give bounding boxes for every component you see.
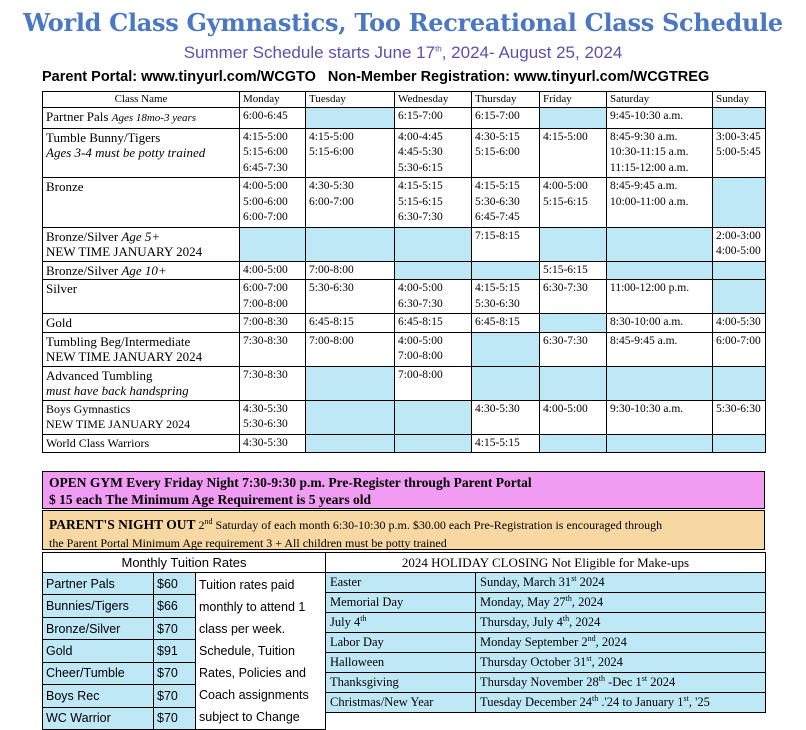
time-slot: 6:30-7:30 [543, 334, 588, 347]
tuition-price: $70 [154, 617, 196, 639]
time-slot-cell [607, 261, 713, 280]
time-slot: 4:00-5:00 [398, 282, 443, 294]
class-name: Boys Gymnastics [46, 401, 131, 416]
time-slot: 4:15-5:00 [543, 130, 588, 143]
time-slot-cell [395, 366, 472, 400]
time-slot: 6:45-8:15 [398, 316, 443, 328]
time-slot: 5:15-6:00 [309, 146, 354, 158]
time-slot: 4:30-5:30 [475, 402, 520, 415]
time-slot-cell [607, 366, 713, 400]
schedule-row [43, 178, 766, 228]
time-slot: 7:15-8:15 [475, 229, 520, 242]
time-slot-cell [240, 128, 306, 178]
time-slot: 4:00-5:00 [243, 263, 288, 276]
time-slot: 5:00-5:45 [716, 146, 761, 158]
column-header: Class Name [43, 92, 240, 108]
time-slot-cell [395, 227, 472, 261]
column-header: Thursday [472, 92, 540, 108]
time-slot-cell [607, 227, 713, 261]
time-slot: 5:15-6:00 [243, 146, 288, 158]
holiday-name: Labor Day [326, 633, 476, 653]
time-slot-cell [607, 108, 713, 129]
tuition-price: $60 [154, 573, 196, 595]
time-slot-cell [713, 314, 766, 333]
time-slot: 6:30-7:30 [398, 297, 443, 310]
schedule-row [43, 128, 766, 178]
schedule-row [43, 280, 766, 314]
holiday-date: Sunday, March 31st 2024 [476, 573, 766, 593]
time-slot-cell [540, 261, 607, 280]
holiday-date: Monday, May 27th, 2024 [476, 593, 766, 613]
time-slot: 4:00-4:45 [398, 130, 443, 143]
schedule-row [43, 332, 766, 366]
time-slot: 7:00-8:00 [309, 334, 354, 347]
time-slot: 5:30-6:30 [475, 297, 520, 310]
holiday-name: Memorial Day [326, 593, 476, 613]
time-slot-cell [540, 227, 607, 261]
class-name-cell [43, 227, 240, 261]
time-slot: 5:00-6:00 [243, 195, 288, 208]
time-slot-cell [306, 261, 395, 280]
time-slot-cell [306, 128, 395, 178]
tuition-note: Tuition rates paid monthly to attend 1 class per week. Schedule, Tuition Rates, Policies and Coach assignments subject to Change [196, 573, 326, 730]
tuition-rates-table [42, 552, 326, 730]
time-slot: 6:30-7:30 [398, 211, 443, 223]
time-slot-cell [540, 178, 607, 228]
tuition-price: $91 [154, 640, 196, 662]
parents-night-out-banner: PARENT'S NIGHT OUT 2nd Saturday of each month 6:30-10:30 p.m. $30.00 each Pre-Registration is encouraged through the Parent Portal Minimum Age requirement 3 + All children must be potty trained [42, 510, 765, 550]
class-name-cell [43, 434, 240, 453]
time-slot: 10:30-11:15 a.m. [610, 146, 689, 158]
class-name-cell [43, 314, 240, 333]
time-slot-cell [306, 332, 395, 366]
time-slot-cell [395, 178, 472, 228]
tuition-class: Gold [43, 640, 154, 662]
time-slot: 2:00-3:00 [716, 229, 761, 242]
time-slot-cell [240, 261, 306, 280]
page-subtitle: Summer Schedule starts June 17th, 2024- August 25, 2024 [183, 43, 623, 62]
open-gym-line1: OPEN GYM Every Friday Night 7:30-9:30 p.m. Pre-Register through Parent Portal [49, 475, 532, 490]
time-slot: 8:45-9:30 a.m. [610, 130, 678, 143]
time-slot-cell [607, 128, 713, 178]
time-slot-cell [395, 434, 472, 453]
parent-portal-link[interactable]: Parent Portal: www.tinyurl.com/WCGTO [42, 69, 316, 85]
time-slot-cell [395, 108, 472, 129]
open-gym-banner [42, 471, 765, 509]
class-name: Tumble Bunny/Tigers [46, 129, 161, 145]
time-slot: 6:15-7:00 [398, 110, 443, 122]
time-slot-cell [306, 227, 395, 261]
time-slot: 6:15-7:00 [475, 110, 520, 122]
time-slot-cell [540, 128, 607, 178]
time-slot-cell [395, 332, 472, 366]
time-slot-cell [395, 261, 472, 280]
time-slot: 4:00-5:00 [543, 402, 588, 415]
time-slot-cell [713, 178, 766, 228]
time-slot: 6:00-6:45 [243, 110, 288, 122]
column-header: Sunday [713, 92, 766, 108]
holiday-date: Tuesday December 24th .'24 to January 1st, '25 [476, 693, 766, 713]
class-name: Bronze/Silver Age 5+ [46, 228, 161, 244]
class-schedule-table [42, 91, 766, 453]
time-slot: 4:45-5:30 [398, 146, 443, 158]
class-name: Bronze [46, 179, 84, 194]
class-name-cell [43, 108, 240, 129]
time-slot-cell [713, 366, 766, 400]
schedule-header-row [43, 92, 766, 108]
time-slot: 4:15-5:15 [475, 282, 520, 294]
time-slot: 7:00-8:00 [309, 263, 354, 276]
holiday-row [326, 593, 766, 613]
time-slot: 5:30-6:30 [309, 282, 354, 294]
time-slot-cell [713, 227, 766, 261]
time-slot: 4:00-5:00 [398, 334, 443, 347]
time-slot-cell [395, 400, 472, 434]
holiday-date: Thursday October 31st, 2024 [476, 653, 766, 673]
time-slot-cell [472, 434, 540, 453]
time-slot-cell [472, 314, 540, 333]
tuition-class: Bunnies/Tigers [43, 595, 154, 617]
holiday-name: Easter [326, 573, 476, 593]
time-slot: 4:30-5:30 [243, 402, 288, 415]
holiday-row [326, 633, 766, 653]
class-name: Silver [46, 281, 78, 296]
time-slot-cell [472, 178, 540, 228]
holiday-name: July 4th [326, 613, 476, 633]
class-note: NEW TIME JANUARY 2024 [46, 417, 191, 431]
holiday-header-row [326, 553, 766, 573]
time-slot-cell [395, 128, 472, 178]
time-slot: 8:30-10:00 a.m. [610, 316, 684, 328]
time-slot: 8:45-9:45 a.m. [610, 180, 678, 192]
class-name-cell [43, 261, 240, 280]
time-slot-cell [540, 400, 607, 434]
time-slot-cell [607, 434, 713, 453]
time-slot: 6:45-7:45 [475, 211, 520, 223]
tuition-row [43, 573, 326, 595]
time-slot-cell [472, 128, 540, 178]
time-slot: 11:15-12:00 a.m. [610, 161, 689, 174]
tuition-class: Boys Rec [43, 685, 154, 707]
time-slot-cell [713, 128, 766, 178]
time-slot: 7:30-8:30 [243, 334, 288, 347]
time-slot-cell [713, 261, 766, 280]
time-slot: 7:00-8:00 [398, 368, 443, 381]
time-slot-cell [306, 108, 395, 129]
holiday-date: Monday September 2nd, 2024 [476, 633, 766, 653]
holiday-name: Thanksgiving [326, 673, 476, 693]
time-slot-cell [240, 227, 306, 261]
time-slot: 7:00-8:00 [398, 350, 443, 362]
time-slot: 7:00-8:00 [243, 297, 288, 310]
time-slot: 6:00-7:00 [243, 211, 288, 223]
time-slot-cell [713, 400, 766, 434]
tuition-header-row [43, 553, 326, 573]
time-slot-cell [472, 332, 540, 366]
time-slot-cell [472, 261, 540, 280]
time-slot: 5:30-6:30 [243, 418, 288, 430]
time-slot: 5:30-6:30 [716, 402, 761, 415]
class-note: must have back handspring [46, 383, 189, 398]
time-slot: 8:45-9:45 a.m. [610, 334, 678, 347]
time-slot-cell [607, 332, 713, 366]
time-slot-cell [306, 178, 395, 228]
class-name-cell [43, 178, 240, 228]
time-slot-cell [240, 434, 306, 453]
class-note: NEW TIME JANUARY 2024 [46, 349, 203, 364]
time-slot: 4:30-5:30 [309, 180, 354, 192]
time-slot: 9:30-10:30 a.m. [610, 402, 684, 415]
column-header: Wednesday [395, 92, 472, 108]
time-slot-cell [713, 332, 766, 366]
class-name: Advanced Tumbling [46, 367, 153, 383]
schedule-row [43, 261, 766, 280]
time-slot: 6:45-8:15 [475, 316, 520, 328]
time-slot-cell [306, 434, 395, 453]
time-slot-cell [607, 178, 713, 228]
holiday-name: Christmas/New Year [326, 693, 476, 713]
time-slot: 5:30-6:30 [475, 195, 520, 208]
schedule-row [43, 108, 766, 129]
holiday-name: Halloween [326, 653, 476, 673]
class-name-cell [43, 332, 240, 366]
schedule-row [43, 400, 766, 434]
tuition-price: $66 [154, 595, 196, 617]
time-slot: 6:45-7:30 [243, 161, 288, 174]
time-slot-cell [240, 366, 306, 400]
time-slot: 7:30-8:30 [243, 368, 288, 381]
class-name: Bronze/Silver Age 10+ [46, 262, 167, 278]
time-slot-cell [306, 280, 395, 314]
holiday-row [326, 573, 766, 593]
time-slot: 5:15-6:15 [398, 195, 443, 208]
time-slot-cell [240, 332, 306, 366]
tuition-class: WC Warrior [43, 707, 154, 729]
time-slot-cell [540, 108, 607, 129]
time-slot-cell [472, 366, 540, 400]
time-slot: 4:30-5:15 [475, 130, 520, 143]
column-header: Saturday [607, 92, 713, 108]
tuition-class: Bronze/Silver [43, 617, 154, 639]
time-slot-cell [306, 314, 395, 333]
class-name: Tumbling Beg/Intermediate [46, 333, 191, 349]
tuition-class: Cheer/Tumble [43, 662, 154, 684]
class-name: Gold [46, 315, 72, 330]
time-slot-cell [713, 108, 766, 129]
time-slot: 4:00-5:00 [243, 180, 288, 192]
class-name-cell [43, 366, 240, 400]
time-slot: 5:30-6:15 [398, 161, 443, 174]
schedule-row [43, 366, 766, 400]
holiday-row [326, 653, 766, 673]
tuition-price: $70 [154, 662, 196, 684]
time-slot: 9:45-10:30 a.m. [610, 110, 684, 122]
holiday-header: 2024 HOLIDAY CLOSING Not Eligible for Make-ups [326, 553, 766, 573]
time-slot-cell [472, 108, 540, 129]
time-slot-cell [713, 280, 766, 314]
time-slot-cell [607, 400, 713, 434]
tuition-class: Partner Pals [43, 573, 154, 595]
time-slot: 6:45-8:15 [309, 316, 354, 328]
time-slot-cell [540, 366, 607, 400]
column-header: Friday [540, 92, 607, 108]
time-slot: 4:30-5:30 [243, 436, 288, 449]
holiday-row [326, 613, 766, 633]
holiday-row [326, 693, 766, 713]
time-slot-cell [540, 332, 607, 366]
class-name: Partner Pals Ages 18mo-3 years [46, 109, 197, 124]
time-slot-cell [472, 400, 540, 434]
time-slot-cell [240, 108, 306, 129]
time-slot-cell [540, 280, 607, 314]
time-slot-cell [607, 280, 713, 314]
time-slot: 4:00-5:00 [543, 180, 588, 192]
time-slot: 6:30-7:30 [543, 282, 588, 294]
time-slot-cell [306, 366, 395, 400]
time-slot: 6:00-7:00 [309, 195, 354, 208]
class-name: World Class Warriors [46, 435, 150, 450]
non-member-registration-link[interactable]: Non-Member Registration: www.tinyurl.com/WCGTREG [327, 69, 710, 85]
time-slot: 4:15-5:15 [398, 180, 443, 192]
class-name-cell [43, 128, 240, 178]
time-slot: 6:00-7:00 [716, 334, 761, 347]
holiday-row [326, 673, 766, 693]
time-slot-cell [240, 280, 306, 314]
open-gym-line2: $ 15 each The Minimum Age Requirement is 5 years old [49, 492, 371, 507]
class-note: Ages 3-4 must be potty trained [46, 145, 206, 160]
tuition-price: $70 [154, 685, 196, 707]
time-slot: 5:15-6:15 [543, 263, 588, 276]
column-header: Monday [240, 92, 306, 108]
time-slot: 11:00-12:00 p.m. [610, 282, 690, 294]
time-slot: 6:00-7:00 [243, 282, 288, 294]
schedule-row [43, 434, 766, 453]
time-slot-cell [607, 314, 713, 333]
registration-links [42, 69, 709, 85]
time-slot-cell [472, 280, 540, 314]
time-slot-cell [240, 314, 306, 333]
time-slot-cell [540, 314, 607, 333]
time-slot: 7:00-8:30 [243, 316, 288, 328]
time-slot-cell [713, 434, 766, 453]
time-slot: 4:00-5:30 [716, 316, 761, 328]
time-slot: 4:15-5:00 [243, 130, 288, 143]
schedule-row [43, 227, 766, 261]
time-slot-cell [240, 178, 306, 228]
column-header: Tuesday [306, 92, 395, 108]
time-slot-cell [472, 227, 540, 261]
time-slot: 4:00-5:00 [716, 245, 761, 257]
holiday-date: Thursday November 28th -Dec 1st 2024 [476, 673, 766, 693]
class-name-cell [43, 400, 240, 434]
page-title: World Class Gymnastics, Too Recreational Class Schedule [23, 8, 783, 37]
time-slot: 4:15-5:15 [475, 180, 520, 192]
time-slot-cell [395, 280, 472, 314]
time-slot-cell [540, 434, 607, 453]
class-name-cell [43, 280, 240, 314]
parents-night-title: PARENT'S NIGHT OUT [49, 517, 196, 532]
parents-night-line2: the Parent Portal Minimum Age requirement 3 + All children must be potty trained [49, 536, 447, 550]
holiday-closing-table [325, 552, 766, 713]
time-slot-cell [306, 400, 395, 434]
time-slot: 4:15-5:00 [309, 130, 354, 143]
holiday-date: Thursday, July 4th, 2024 [476, 613, 766, 633]
schedule-row [43, 314, 766, 333]
time-slot-cell [240, 400, 306, 434]
tuition-price: $70 [154, 707, 196, 729]
time-slot: 5:15-6:15 [543, 195, 588, 208]
class-note: NEW TIME JANUARY 2024 [46, 244, 203, 259]
time-slot-cell [395, 314, 472, 333]
time-slot: 10:00-11:00 a.m. [610, 195, 689, 208]
tuition-header: Monthly Tuition Rates [43, 553, 326, 573]
time-slot: 5:15-6:00 [475, 146, 520, 158]
time-slot: 3:00-3:45 [716, 130, 761, 143]
time-slot: 4:15-5:15 [475, 436, 520, 449]
